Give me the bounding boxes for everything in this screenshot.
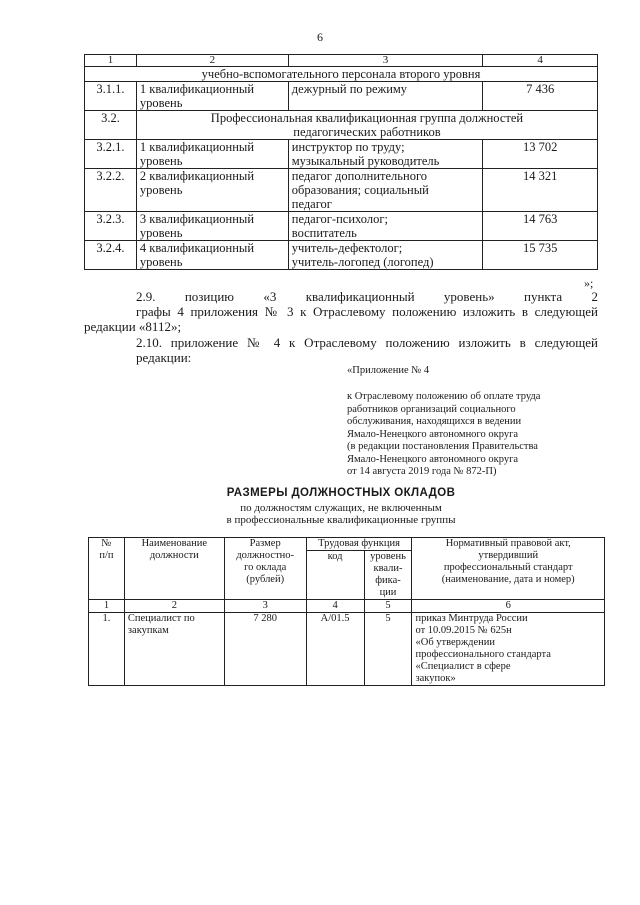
salary-value: 14 763 [483, 212, 598, 241]
qualification-level: 2 квалификационный уровень [136, 169, 288, 212]
paragraph-2-9 [84, 289, 598, 334]
table-row [85, 212, 598, 241]
header-number: № п/п [89, 538, 125, 600]
paragraph-2-9-first-line: 2.9. позицию «3 квалификационный уровень» пункта 2 [136, 289, 598, 304]
salary-value: 15 735 [483, 241, 598, 270]
table-row [85, 82, 598, 111]
table-row [85, 169, 598, 212]
paragraph-2-10-first-line: 2.10. приложение № 4 к Отраслевому положению изложить в следующей [136, 335, 598, 350]
table2-col-number: 3 [224, 600, 306, 613]
table1-column-numbers [85, 55, 598, 67]
appendix-title: «Приложение № 4 [347, 365, 430, 376]
header-labor-function: Трудовая функция [306, 538, 412, 551]
table1-col-number: 3 [288, 55, 483, 67]
position-name: Специалист по закупкам [124, 613, 224, 686]
document-subtitle: в профессиональные квалификационные группы [226, 514, 456, 526]
header-salary: Размер должностно- го оклада (рублей) [224, 538, 306, 600]
table-row [85, 140, 598, 169]
group-title-continuation: учебно-вспомогательного персонала второго уровня [85, 67, 598, 82]
salaries-table [88, 537, 605, 686]
qualification-level: 1 квалификационный уровень [136, 82, 288, 111]
appendix-line: от 14 августа 2019 года № 872-П) [347, 466, 497, 477]
row-number: 3.2.2. [85, 169, 137, 212]
row-number: 3.2.4. [85, 241, 137, 270]
positions: педагог дополнительного образования; социальный педагог [288, 169, 483, 212]
table2-col-number: 1 [89, 600, 125, 613]
header-code: код [306, 551, 364, 600]
document-subtitle: по должностям служащих, не включенным [240, 502, 442, 514]
page-number: 6 [317, 30, 323, 44]
appendix-line: Ямало-Ненецкого автономного округа [347, 453, 519, 465]
table-row [85, 241, 598, 270]
qualification-level: 1 квалификационный уровень [136, 140, 288, 169]
paragraph-2-9-rest: графы 4 приложения № 3 к Отраслевому положению изложить в следующей редакции «8112»; [84, 304, 598, 334]
salary-value: 7 436 [483, 82, 598, 111]
table1-continuation-row [85, 67, 598, 82]
appendix-header [347, 391, 540, 479]
appendix-line: работников организаций социального [347, 403, 516, 415]
table1-col-number: 2 [136, 55, 288, 67]
table1-col-number: 1 [85, 55, 137, 67]
group-title: Профессиональная квалификационная группа должностей педагогических работников [136, 111, 597, 140]
qualification-level: 5 [364, 613, 412, 686]
appendix-line: (в редакции постановления Правительства [347, 441, 538, 452]
salary-value: 7 280 [224, 613, 306, 686]
qualification-level: 4 квалификационный уровень [136, 241, 288, 270]
document-title: РАЗМЕРЫ ДОЛЖНОСТНЫХ ОКЛАДОВ [226, 487, 456, 499]
row-number: 3.2.3. [85, 212, 137, 241]
appendix-line: Ямало-Ненецкого автономного округа [347, 428, 519, 440]
header-legal-act: Нормативный правовой акт, утвердивший профессиональный стандарт (наименование, дата и номер) [412, 538, 605, 600]
appendix-line: обслуживания, находящихся в ведении [347, 416, 522, 427]
positions: педагог-психолог; воспитатель [288, 212, 483, 241]
table-row [89, 613, 605, 686]
paragraph-2-10 [84, 335, 598, 365]
table2-column-numbers [89, 600, 605, 613]
header-position-name: Наименование должности [124, 538, 224, 600]
table2-col-number: 2 [124, 600, 224, 613]
appendix-line: к Отраслевому положению об оплате труда [347, 391, 541, 402]
function-code: A/01.5 [306, 613, 364, 686]
positions: инструктор по труду; музыкальный руководитель [288, 140, 483, 169]
closing-quote: »; [584, 276, 594, 290]
legal-act: приказ Минтруда России от 10.09.2015 № 625н «Об утверждении профессионального стандарта «Специалист в сфере закупок» [412, 613, 605, 686]
table2-header-row [89, 538, 605, 551]
row-number: 3.2.1. [85, 140, 137, 169]
table2-col-number: 5 [364, 600, 412, 613]
positions: учитель-дефектолог; учитель-логопед (логопед) [288, 241, 483, 270]
qualification-level: 3 квалификационный уровень [136, 212, 288, 241]
table-section-row [85, 111, 598, 140]
paragraph-2-10-rest: редакции: [136, 350, 192, 365]
table2-col-number: 6 [412, 600, 605, 613]
salary-value: 14 321 [483, 169, 598, 212]
positions: дежурный по режиму [288, 82, 483, 111]
salary-value: 13 702 [483, 140, 598, 169]
table2-col-number: 4 [306, 600, 364, 613]
qualification-groups-table [84, 54, 598, 270]
row-number: 3.2. [85, 111, 137, 140]
row-number: 1. [89, 613, 125, 686]
table1-col-number: 4 [483, 55, 598, 67]
row-number: 3.1.1. [85, 82, 137, 111]
header-qualification-level: уровень квали- фика- ции [364, 551, 412, 600]
